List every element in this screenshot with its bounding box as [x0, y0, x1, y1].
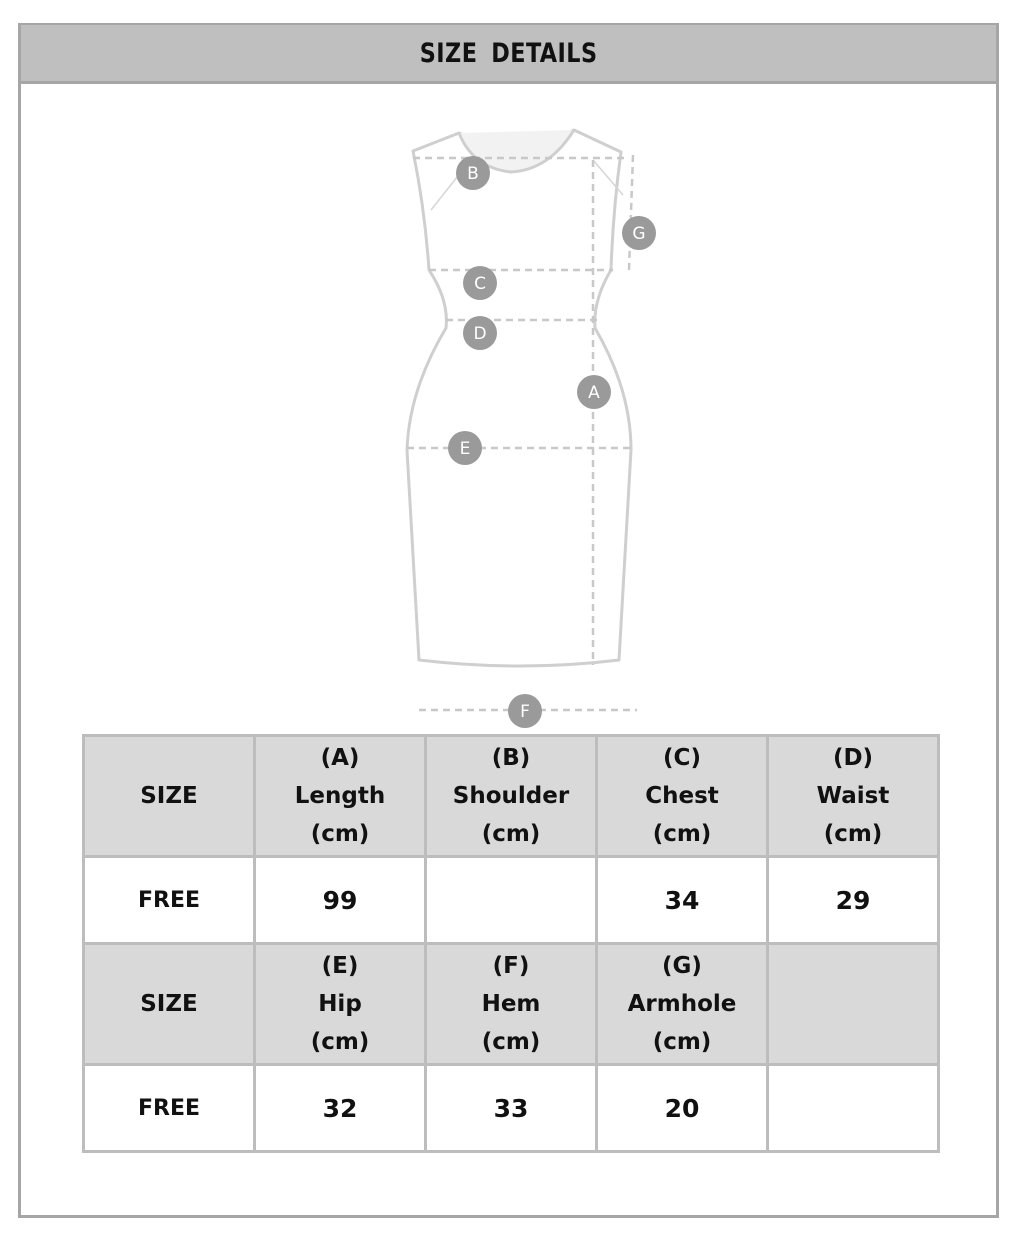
- header-cell-hip: (E) Hip (cm): [255, 944, 426, 1065]
- page-title: SIZE DETAILS: [419, 37, 598, 69]
- marker-g-icon: [622, 216, 656, 250]
- header-cell-waist: (D) Waist (cm): [768, 736, 939, 857]
- marker-c-icon: [463, 266, 497, 300]
- svg-text:E: E: [459, 439, 471, 459]
- cell-chest: 34: [597, 857, 768, 944]
- cell-hip: 32: [255, 1065, 426, 1152]
- marker-b-icon: [456, 156, 490, 190]
- cell-armhole: 20: [597, 1065, 768, 1152]
- cell-size: FREE: [84, 1065, 255, 1152]
- table-row: [84, 857, 939, 944]
- header-cell-size: SIZE: [84, 736, 255, 857]
- header-bar: [21, 25, 996, 84]
- header-cell-size: SIZE: [84, 944, 255, 1065]
- cell-waist: 29: [768, 857, 939, 944]
- header-cell-shoulder: (B) Shoulder (cm): [426, 736, 597, 857]
- cell-hem: 33: [426, 1065, 597, 1152]
- table-header-row: [84, 944, 939, 1065]
- table-row: [84, 1065, 939, 1152]
- header-cell-length: (A) Length (cm): [255, 736, 426, 857]
- svg-text:D: D: [473, 324, 487, 344]
- header-cell-armhole: (G) Armhole (cm): [597, 944, 768, 1065]
- marker-a-icon: [577, 375, 611, 409]
- table-header-row: [84, 736, 939, 857]
- cell-length: 99: [255, 857, 426, 944]
- size-details-card: [18, 23, 999, 1218]
- marker-e-icon: [448, 431, 482, 465]
- marker-f-icon: [508, 694, 542, 728]
- header-cell-empty: [768, 944, 939, 1065]
- cell-shoulder: [426, 857, 597, 944]
- cell-empty: [768, 1065, 939, 1152]
- svg-text:G: G: [632, 224, 646, 244]
- svg-text:A: A: [588, 383, 600, 403]
- dress-measurement-diagram: [381, 120, 681, 740]
- header-cell-hem: (F) Hem (cm): [426, 944, 597, 1065]
- size-chart-table: [82, 734, 940, 1153]
- svg-text:C: C: [474, 274, 486, 294]
- svg-text:B: B: [467, 164, 479, 184]
- header-cell-chest: (C) Chest (cm): [597, 736, 768, 857]
- cell-size: FREE: [84, 857, 255, 944]
- measurement-lines: [407, 155, 637, 710]
- svg-text:F: F: [520, 702, 530, 722]
- marker-d-icon: [463, 316, 497, 350]
